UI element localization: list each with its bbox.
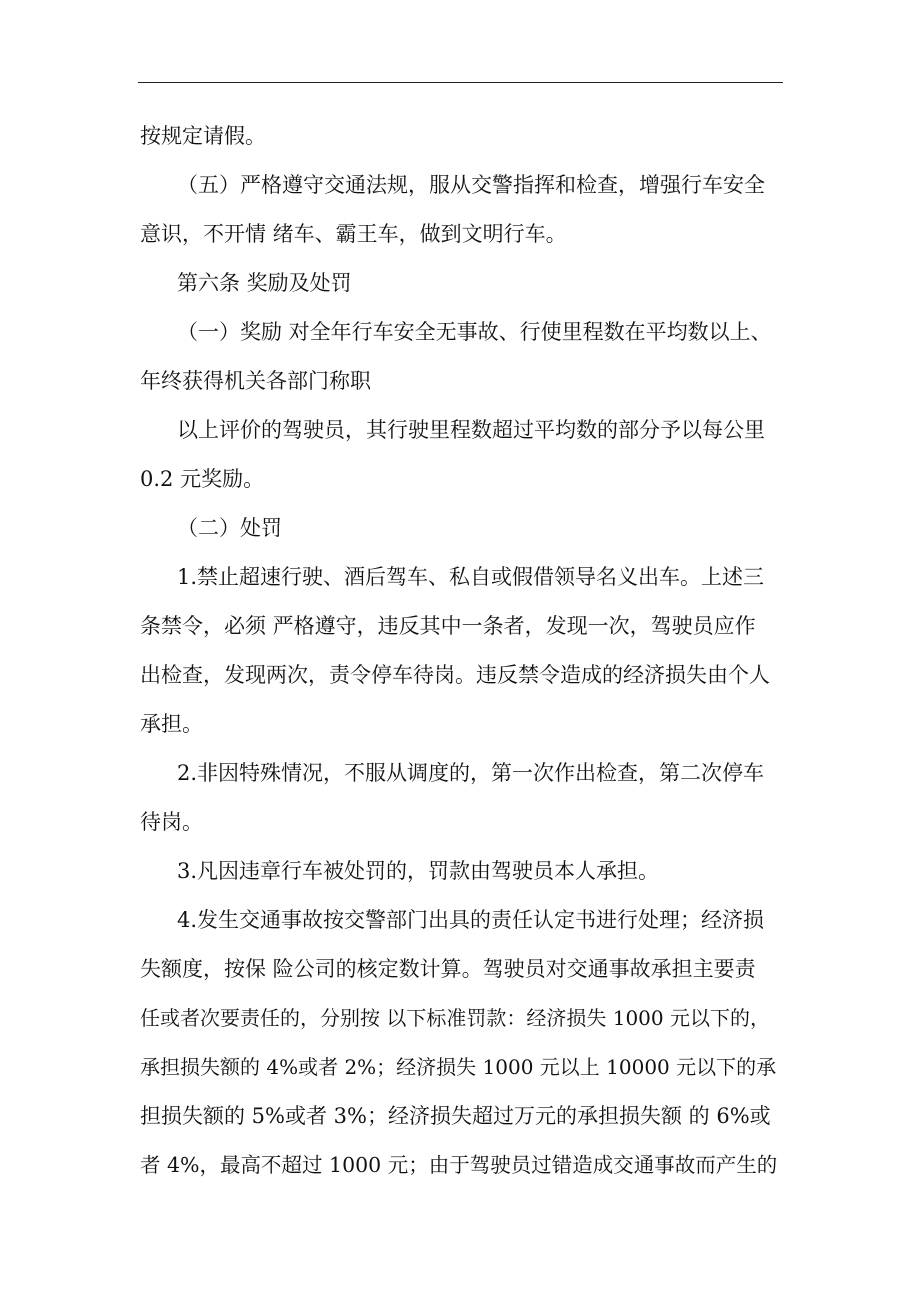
text-line-6: 年终获得机关各部门称职 (140, 369, 371, 393)
text-line-10: 1.禁止超速行驶、酒后驾车、私自或假借领导名义出车。上述三 (177, 565, 765, 589)
text-line-3: 意识，不开情 绪车、霸王车，做到文明行车。 (140, 222, 567, 246)
header-rule (138, 82, 783, 83)
text-line-20: 承担损失额的 4%或者 2%；经济损失 1000 元以上 10000 元以下的承 (140, 1055, 777, 1079)
text-line-1: 按规定请假。 (140, 124, 266, 148)
text-line-5: （一）奖励 对全年行车安全无事故、行使里程数在平均数以上、 (177, 320, 772, 344)
text-line-7: 以上评价的驾驶员，其行驶里程数超过平均数的部分予以每公里 (177, 418, 765, 442)
text-line-12: 出检查，发现两次，责令停车待岗。违反禁令造成的经济损失由个人 (140, 663, 770, 687)
text-line-13: 承担。 (140, 712, 203, 736)
text-line-9: （二）处罚 (177, 516, 282, 540)
text-line-16: 3.凡因违章行车被处罚的，罚款由驾驶员本人承担。 (177, 859, 660, 883)
text-line-22: 者 4%，最高不超过 1000 元；由于驾驶员过错造成交通事故而产生的 (140, 1153, 778, 1177)
text-line-19: 任或者次要责任的，分别按 以下标准罚款：经济损失 1000 元以下的， (140, 1006, 770, 1030)
text-line-11: 条禁令，必须 严格遵守，违反其中一条者，发现一次，驾驶员应作 (140, 614, 756, 638)
section-heading-article-6: 第六条 奖励及处罚 (177, 271, 352, 295)
text-line-17: 4.发生交通事故按交警部门出具的责任认定书进行处理；经济损 (177, 908, 765, 932)
text-line-21: 担损失额的 5%或者 3%；经济损失超过万元的承担损失额 的 6%或 (140, 1104, 771, 1128)
text-line-18: 失额度，按保 险公司的核定数计算。驾驶员对交通事故承担主要责 (140, 957, 756, 981)
text-line-15: 待岗。 (140, 810, 203, 834)
text-line-14: 2.非因特殊情况，不服从调度的，第一次作出检查，第二次停车 (177, 761, 765, 785)
text-line-8: 0.2 元奖励。 (140, 467, 265, 491)
text-line-2: （五）严格遵守交通法规，服从交警指挥和检查，增强行车安全 (177, 173, 765, 197)
